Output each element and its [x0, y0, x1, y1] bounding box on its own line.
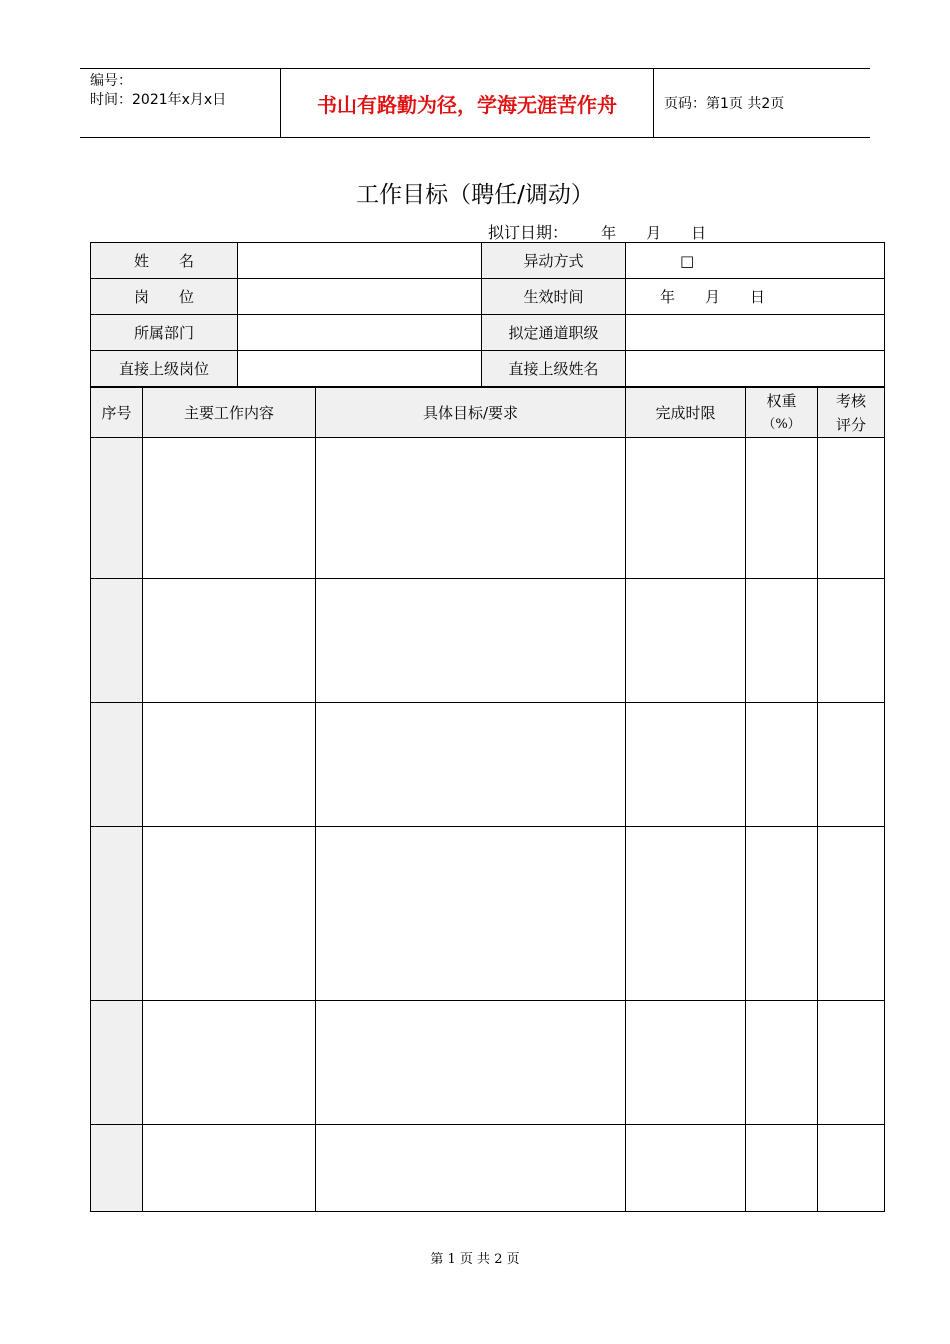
score-cell[interactable]: [818, 1001, 885, 1125]
score-cell[interactable]: [818, 1125, 885, 1212]
weight-cell[interactable]: [746, 1001, 818, 1125]
weight-cell[interactable]: [746, 438, 818, 579]
target-cell[interactable]: [316, 579, 626, 703]
deadline-cell[interactable]: [626, 703, 746, 827]
score-header: [818, 388, 885, 438]
supervisor-name-label: 直接上级姓名: [482, 351, 626, 387]
score-header-line2: 评分: [835, 415, 866, 434]
info-row: [91, 243, 885, 279]
seq-cell[interactable]: [91, 1125, 143, 1212]
deadline-cell[interactable]: [626, 827, 746, 1001]
change-type-label: 异动方式: [482, 243, 626, 279]
main-work-cell[interactable]: [143, 703, 316, 827]
goal-row: [91, 703, 885, 827]
seq-cell[interactable]: [91, 703, 143, 827]
goals-table: [90, 387, 885, 1212]
seq-header: 序号: [91, 388, 143, 438]
number-label: 编号：: [90, 73, 132, 89]
info-row: [91, 279, 885, 315]
info-row: [91, 351, 885, 387]
score-cell[interactable]: [818, 579, 885, 703]
goal-row: [91, 827, 885, 1001]
score-cell[interactable]: [818, 438, 885, 579]
main-work-cell[interactable]: [143, 579, 316, 703]
weight-cell[interactable]: [746, 1125, 818, 1212]
header-meta: [80, 69, 281, 137]
channel-level-label: 拟定通道职级: [482, 315, 626, 351]
info-table: [90, 242, 885, 387]
target-cell[interactable]: [316, 827, 626, 1001]
score-cell[interactable]: [818, 703, 885, 827]
draft-date-label: 拟订日期：: [488, 223, 569, 242]
weight-header-line1: 权重: [766, 391, 797, 410]
score-header-line1: 考核: [835, 391, 866, 410]
deadline-cell[interactable]: [626, 1125, 746, 1212]
department-field[interactable]: [238, 315, 482, 351]
effective-time-field[interactable]: 年 月 日: [626, 279, 885, 315]
supervisor-name-field[interactable]: [626, 351, 885, 387]
deadline-header: 完成时限: [626, 388, 746, 438]
goal-row: [91, 1125, 885, 1212]
main-work-cell[interactable]: [143, 1001, 316, 1125]
channel-level-field[interactable]: [626, 315, 885, 351]
main-work-cell[interactable]: [143, 438, 316, 579]
page-footer: 第 1 页 共 2 页: [430, 1252, 520, 1267]
page-header: [80, 68, 870, 138]
position-label: 岗 位: [91, 279, 238, 315]
draft-date: [488, 220, 706, 243]
change-type-field[interactable]: [626, 243, 885, 279]
weight-cell[interactable]: [746, 703, 818, 827]
position-field[interactable]: [238, 279, 482, 315]
main-work-cell[interactable]: [143, 1125, 316, 1212]
checkbox-icon[interactable]: □: [680, 251, 695, 270]
target-cell[interactable]: [316, 438, 626, 579]
info-row: [91, 315, 885, 351]
target-cell[interactable]: [316, 1001, 626, 1125]
name-label: 姓 名: [91, 243, 238, 279]
main-work-header: 主要工作内容: [143, 388, 316, 438]
name-field[interactable]: [238, 243, 482, 279]
supervisor-position-field[interactable]: [238, 351, 482, 387]
weight-header-line2: （%）: [762, 416, 801, 432]
target-header: 具体目标/要求: [316, 388, 626, 438]
target-cell[interactable]: [316, 1125, 626, 1212]
seq-cell[interactable]: [91, 438, 143, 579]
weight-cell[interactable]: [746, 579, 818, 703]
main-work-cell[interactable]: [143, 827, 316, 1001]
effective-time-label: 生效时间: [482, 279, 626, 315]
document-title: 工作目标（聘任/调动）: [356, 182, 594, 208]
weight-cell[interactable]: [746, 827, 818, 1001]
weight-header: [746, 388, 818, 438]
draft-date-value: 年 月 日: [601, 224, 707, 242]
seq-cell[interactable]: [91, 579, 143, 703]
header-motto: 书山有路勤为径，学海无涯苦作舟: [281, 69, 654, 137]
score-cell[interactable]: [818, 827, 885, 1001]
goal-row: [91, 579, 885, 703]
header-page-info: 页码：第1页 共2页: [664, 96, 785, 112]
time-label: 时间：2021年x月x日: [90, 92, 227, 108]
deadline-cell[interactable]: [626, 1001, 746, 1125]
department-label: 所属部门: [91, 315, 238, 351]
goal-row: [91, 438, 885, 579]
deadline-cell[interactable]: [626, 438, 746, 579]
seq-cell[interactable]: [91, 827, 143, 1001]
supervisor-position-label: 直接上级岗位: [91, 351, 238, 387]
goals-header-row: [91, 388, 885, 438]
seq-cell[interactable]: [91, 1001, 143, 1125]
goal-row: [91, 1001, 885, 1125]
deadline-cell[interactable]: [626, 579, 746, 703]
target-cell[interactable]: [316, 703, 626, 827]
